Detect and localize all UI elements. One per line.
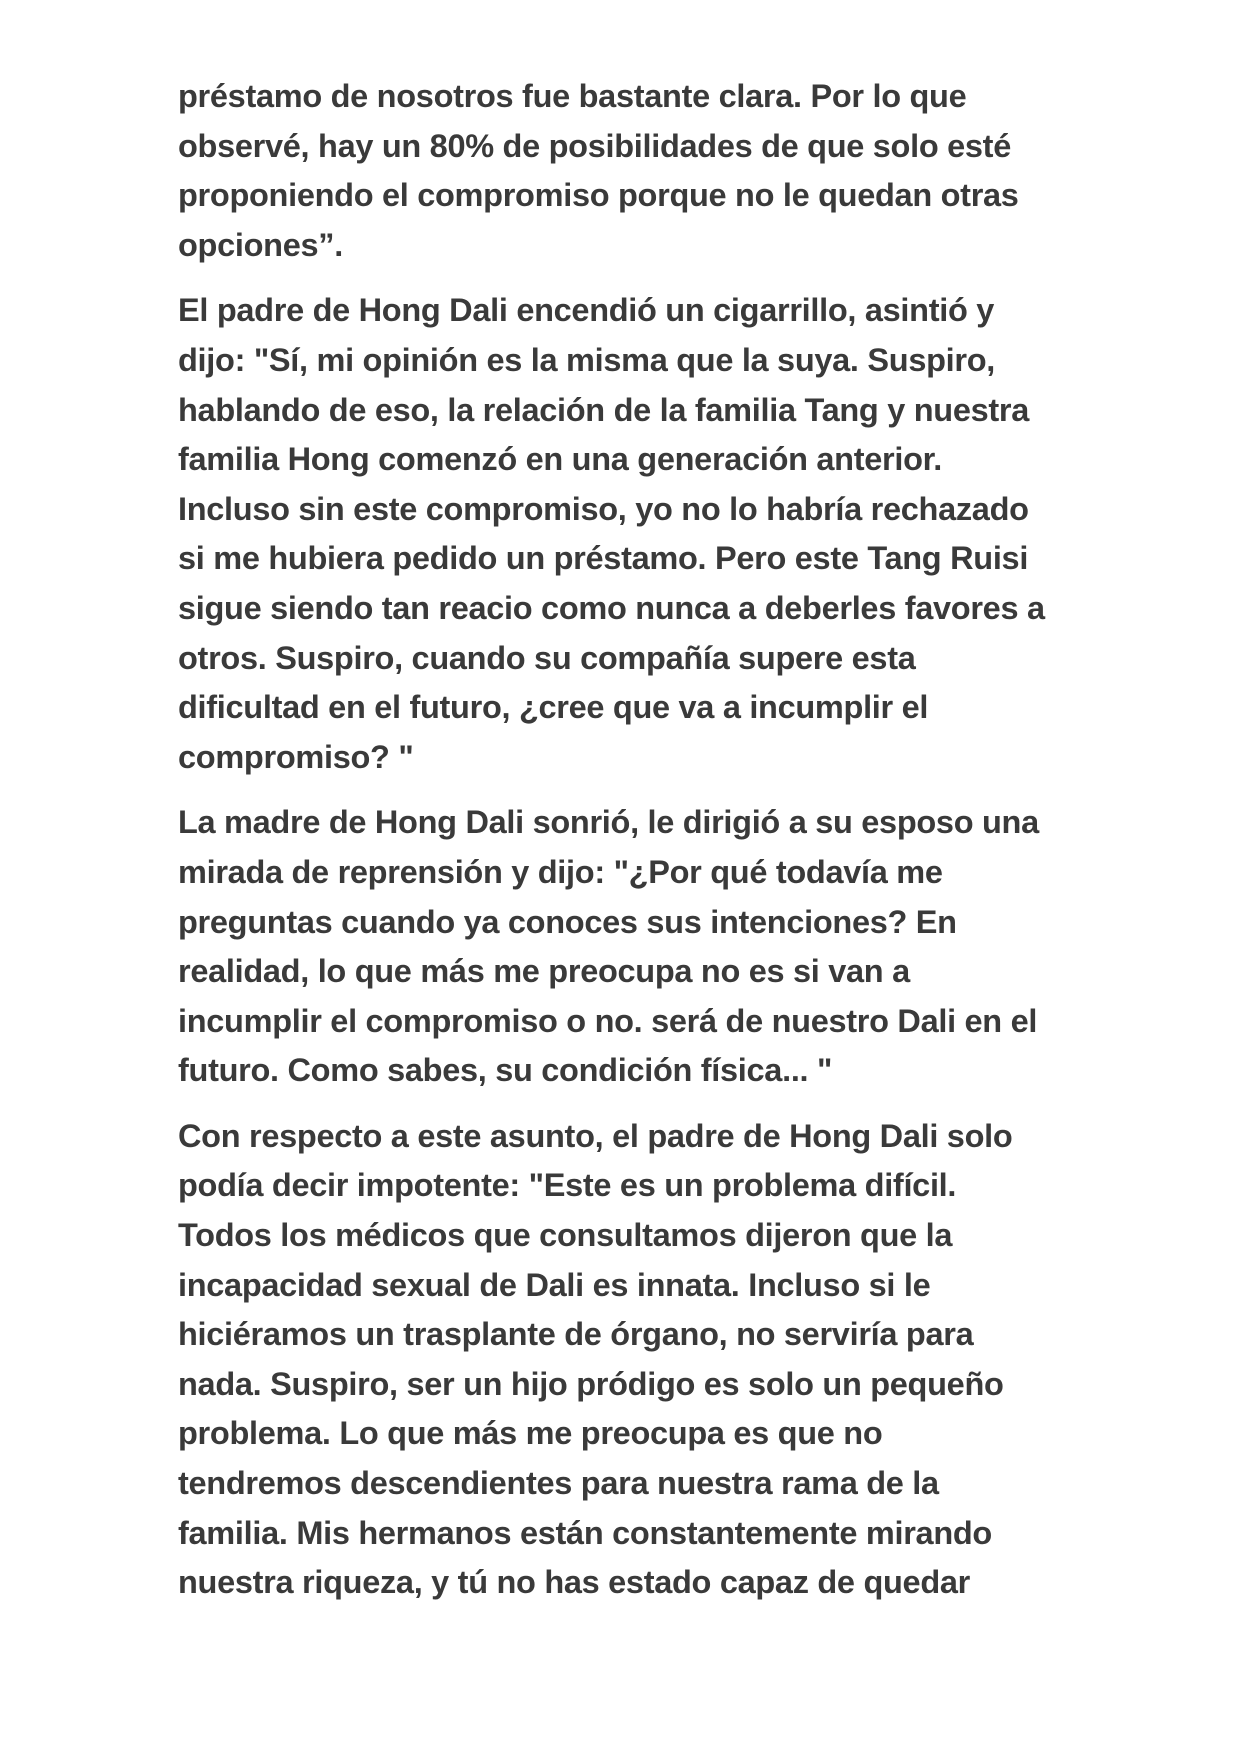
text-line: dificultad en el futuro, ¿cree que va a incumplir el xyxy=(178,689,929,726)
text-line: incumplir el compromiso o no. será de nuestro Dali en el xyxy=(178,1002,1038,1039)
text-line: preguntas cuando ya conoces sus intenciones? En xyxy=(178,903,957,940)
text-line: El padre de Hong Dali encendió un cigarrillo, asintió y xyxy=(178,292,995,329)
text-line: problema. Lo que más me preocupa es que no xyxy=(178,1415,883,1452)
text-line: proponiendo el compromiso porque no le quedan otras xyxy=(178,177,1019,214)
paragraph-3 xyxy=(178,798,1078,1096)
text-line: hiciéramos un trasplante de órgano, no serviría para xyxy=(178,1316,974,1353)
document-page xyxy=(178,72,1078,1624)
text-line: sigue siendo tan reacio como nunca a deberles favores a xyxy=(178,589,1045,626)
text-line: mirada de reprensión y dijo: "¿Por qué todavía me xyxy=(178,853,943,890)
text-line: préstamo de nosotros fue bastante clara. Por lo que xyxy=(178,78,967,114)
text-line: futuro. Como sabes, su condición física... " xyxy=(178,1052,833,1089)
text-line: Incluso sin este compromiso, yo no lo habría rechazado xyxy=(178,490,1029,527)
paragraph-4 xyxy=(178,1112,1078,1608)
text-line: familia. Mis hermanos están constantemente mirando xyxy=(178,1514,992,1551)
text-line: nada. Suspiro, ser un hijo pródigo es solo un pequeño xyxy=(178,1365,1004,1402)
text-line: Todos los médicos que consultamos dijeron que la xyxy=(178,1217,953,1254)
text-line: realidad, lo que más me preocupa no es si van a xyxy=(178,953,910,990)
text-line: hablando de eso, la relación de la familia Tang y nuestra xyxy=(178,391,1030,428)
text-line: otros. Suspiro, cuando su compañía supere esta xyxy=(178,639,916,676)
text-line: si me hubiera pedido un préstamo. Pero este Tang Ruisi xyxy=(178,540,1029,577)
text-line: tendremos descendientes para nuestra rama de la xyxy=(178,1465,939,1502)
text-line: podía decir impotente: "Este es un problema difícil. xyxy=(178,1167,957,1204)
text-line: Con respecto a este asunto, el padre de Hong Dali solo xyxy=(178,1117,1013,1154)
text-line: compromiso? " xyxy=(178,738,414,775)
text-line: opciones”. xyxy=(178,226,343,263)
text-line: nuestra riqueza, y tú no has estado capaz de quedar xyxy=(178,1564,970,1601)
text-line: incapacidad sexual de Dali es innata. Incluso si le xyxy=(178,1266,931,1303)
text-line: familia Hong comenzó en una generación anterior. xyxy=(178,441,942,478)
text-line: La madre de Hong Dali sonrió, le dirigió a su esposo una xyxy=(178,804,1039,841)
text-line: dijo: "Sí, mi opinión es la misma que la suya. Suspiro, xyxy=(178,341,996,378)
text-line: observé, hay un 80% de posibilidades de que solo esté xyxy=(178,127,1011,164)
paragraph-1 xyxy=(178,72,1078,270)
paragraph-2 xyxy=(178,286,1078,782)
